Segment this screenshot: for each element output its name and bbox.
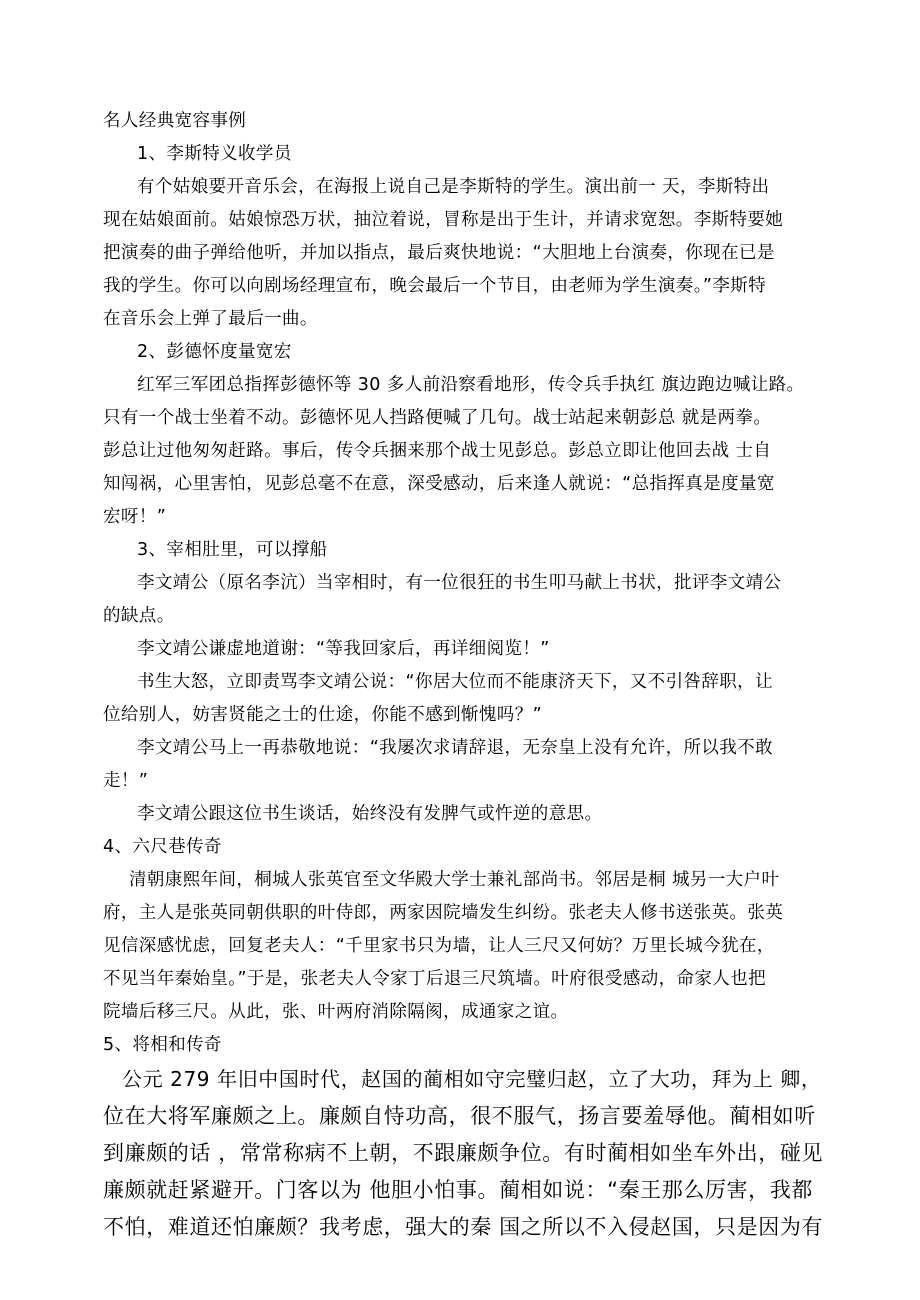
section-heading-4: 4、六尺巷传奇 bbox=[103, 837, 222, 857]
text-line: 公元 279 年旧中国时代，赵国的蔺相如守完璧归赵，立了大功，拜为上 卿， bbox=[122, 1067, 822, 1091]
text-line: 我的学生。你可以向剧场经理宣布，晚会最后一个节目，由老师为学生演奏。”李斯特 bbox=[103, 276, 767, 296]
document-title: 名人经典宽容事例 bbox=[103, 111, 247, 131]
section-heading-1: 1、李斯特义收学员 bbox=[137, 144, 292, 164]
text-line: 不怕，难道还怕廉颇？我考虑，强大的秦 国之所以不入侵赵国，只是因为有 bbox=[103, 1215, 824, 1239]
text-line: 到廉颇的话 ，常常称病不上朝，不跟廉颇争位。有时蔺相如坐车外出，碰见 bbox=[103, 1141, 824, 1165]
text-line: 红军三军团总指挥彭德怀等 30 多人前沿察看地形，传令兵手执红 旗边跑边喊让路。 bbox=[137, 375, 805, 395]
text-line: 把演奏的曲子弹给他听，并加以指点，最后爽快地说：“大胆地上台演奏，你现在已是 bbox=[103, 243, 775, 263]
section-heading-5: 5、将相和传奇 bbox=[103, 1035, 222, 1055]
text-line: 有个姑娘要开音乐会，在海报上说自己是李斯特的学生。演出前一 天，李斯特出 bbox=[137, 177, 770, 197]
text-line: 位在大将军廉颇之上。廉颇自恃功高，很不服气，扬言要羞辱他。蔺相如听 bbox=[103, 1104, 816, 1128]
text-line: 宏呀！” bbox=[103, 507, 167, 527]
text-line: 现在姑娘面前。姑娘惊恐万状，抽泣着说，冒称是出于生计，并请求宽恕。李斯特要她 bbox=[103, 210, 784, 230]
text-line: 见信深感忧虑，回复老夫人：“千里家书只为墙，让人三尺又何妨？万里长城今犹在， bbox=[103, 936, 775, 956]
text-line: 的缺点。 bbox=[103, 606, 175, 626]
text-line: 李文靖公（原名李沆）当宰相时，有一位很狂的书生叩马献上书状，批评李文靖公 bbox=[137, 573, 782, 593]
text-line: 廉颇就赶紧避开。门客以为 他胆小怕事。蔺相如说：“秦王那么厉害，我都 bbox=[103, 1178, 813, 1202]
text-line: 走！” bbox=[103, 771, 149, 791]
section-heading-2: 2、彭德怀度量宽宏 bbox=[137, 342, 292, 362]
text-line: 李文靖公跟这位书生谈话，始终没有发脾气或忤逆的意思。 bbox=[137, 804, 603, 824]
text-line: 知闯祸，心里害怕，见彭总毫不在意，深受感动，后来逢人就说：“总指挥真是度量宽 bbox=[103, 474, 775, 494]
text-line: 不见当年秦始皇。”于是，张老夫人令家丁后退三尺筑墙。叶府很受感动，命家人也把 bbox=[103, 969, 767, 989]
text-line: 书生大怒，立即责骂李文靖公说：“你居大位而不能康济天下，又不引咎辞职，让 bbox=[137, 672, 773, 692]
text-line: 院墙后移三尺。从此，张、叶两府消除隔阂，成通家之谊。 bbox=[103, 1002, 569, 1022]
section-heading-3: 3、宰相肚里，可以撑船 bbox=[137, 540, 328, 560]
text-line: 清朝康熙年间，桐城人张英官至文华殿大学士兼礼部尚书。邻居是桐 城另一大户叶 bbox=[129, 870, 780, 890]
text-line: 在音乐会上弹了最后一曲。 bbox=[103, 309, 318, 329]
text-line: 李文靖公谦虚地道谢：“等我回家后，再详细阅览！” bbox=[137, 639, 550, 659]
text-line: 府，主人是张英同朝供职的叶侍郎，两家因院墙发生纠纷。张老夫人修书送张英。张英 bbox=[103, 903, 784, 923]
text-line: 彭总让过他匆匆赶路。事后，传令兵捆来那个战士见彭总。彭总立即让他回去战 士自 bbox=[103, 441, 772, 461]
text-line: 李文靖公马上一再恭敬地说：“我屡次求请辞退，无奈皇上没有允许，所以我不敢 bbox=[137, 738, 773, 758]
text-line: 只有一个战士坐着不动。彭德怀见人挡路便喊了几句。战士站起来朝彭总 就是两拳。 bbox=[103, 408, 772, 428]
text-line: 位给别人，妨害贤能之士的仕途，你能不感到惭愧吗？” bbox=[103, 705, 543, 725]
